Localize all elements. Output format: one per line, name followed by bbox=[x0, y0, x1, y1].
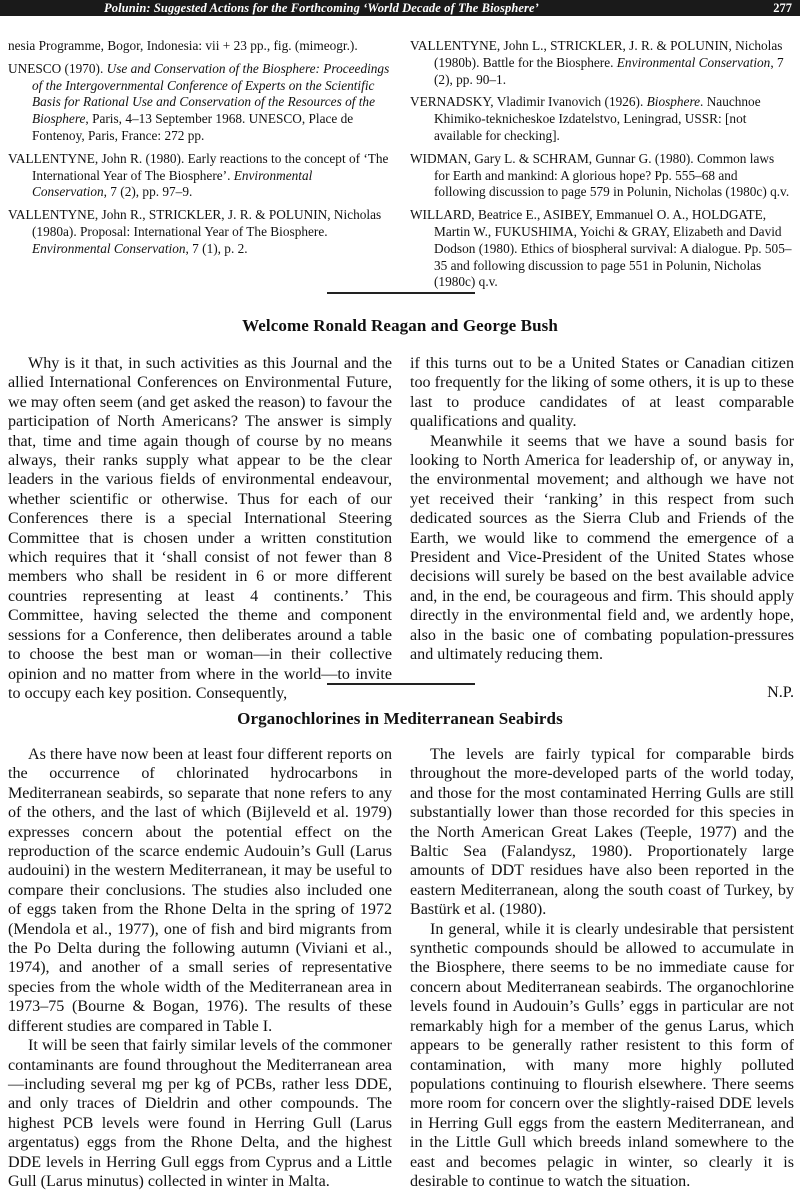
reference-item: VALLENTYNE, John R., STRICKLER, J. R. & POLUNIN, Nicholas (1980a). Proposal: International Year of The Biosphere. Environmental Conservation, 7 (1), p. 2. bbox=[8, 207, 382, 256]
section-divider bbox=[327, 292, 475, 294]
article-column-left bbox=[8, 745, 392, 1191]
reference-item: WIDMAN, Gary L. & SCHRAM, Gunnar G. (1980). Common laws for Earth and mankind: A glorious hope? Pp. 555–68 and following discussion to page 579 in Polunin, Nicholas (1980c) q.v. bbox=[410, 150, 790, 200]
paragraph: if this turns out to be a United States or Canadian citizen too frequently for the liking of some others, it is up to these last to produce candidates of at least comparable qualifications and quality. bbox=[410, 355, 794, 431]
reference-item: VALLENTYNE, John L., STRICKLER, J. R. & POLUNIN, Nicholas (1980b). Battle for the Biosphere. Environmental Conservation, 7 (2), pp. 90–1. bbox=[410, 38, 784, 87]
paragraph: Meanwhile it seems that we have a sound basis for looking to North America for leadership of, or anyway in, the environmental movement; and although we have not yet received their ‘ranking’ in this respect from such dedicated sources as the Sierra Club and Friends of the Earth, we would like to commend the emergence of a President and Vice-President of the United States whose decisions will surely be based on the best available advice and, in the end, be courageous and firm. This should apply directly in the environmental field and, we ardently hope, also in the basic one of combating population-pressures and ultimately reducing them. bbox=[410, 432, 794, 664]
paragraph: It will be seen that fairly similar levels of the commoner contaminants are found throughout the Mediterranean area—including several mg per kg of PCBs, rather less DDE, and only traces of Dieldrin and other compounds. The highest PCB levels were found in Herring Gull (Larus argentatus) eggs from the Rhone Delta, and the highest DDE levels in Herring Gull eggs from Cyprus and a Little Gull (Larus minutus) collected in winter in Malta. bbox=[8, 1037, 392, 1190]
article-title: Organochlorines in Mediterranean Seabirds bbox=[237, 709, 563, 728]
article-column-right bbox=[410, 745, 794, 1191]
paragraph: The levels are fairly typical for comparable birds throughout the more-developed parts of the world today, and those for the most contaminated Herring Gulls are still substantially lower than those recorded for this species in the North American Great Lakes (Teeple, 1977) and the Baltic Sea (Falandysz, 1980). Proportionately large amounts of DDT residues have also been reported in the eastern Mediterranean, along the south coast of Turkey, by Bastürk et al. (1980). bbox=[410, 746, 794, 919]
reference-item: VERNADSKY, Vladimir Ivanovich (1926). Biosphere. Nauchnoe Khimiko-teknicheskoe Izdatelstvo, Leningrad, USSR: [not available for checking]. bbox=[410, 94, 761, 143]
reference-item: WILLARD, Beatrice E., ASIBEY, Emmanuel O. A., HOLDGATE, Martin W., FUKUSHIMA, Yoichi & GRAY, Elizabeth and David Dodson (1980). Ethics of biospheral survival: A dialogue. Pp. 505–35 and following discussion to page 551 in Polunin, Nicholas (1980c) q.v. bbox=[410, 207, 792, 290]
reference-item: UNESCO (1970). Use and Conservation of the Biosphere: Proceedings of the Intergovernmental Conference of Experts on the Scientific Basis for Rational Use and Conservation of the Resources of the Biosphere, Paris, 4–13 September 1968. UNESCO, Place de Fontenoy, Paris, France: 272 pp. bbox=[8, 60, 390, 143]
reference-item: VALLENTYNE, John R. (1980). Early reactions to the concept of ‘The International Year of The Biosphere’. Environmental Conservation, 7 (2), pp. 97–9. bbox=[8, 150, 389, 200]
article-column-left bbox=[8, 354, 392, 703]
page-number: 277 bbox=[773, 1, 792, 15]
article-column-right bbox=[410, 354, 794, 702]
paragraph: As there have now been at least four different reports on the occurrence of chlorinated hydrocarbons in Mediterranean seabirds, so separate that none refers to any of the others, and the last of which (Bijleveld et al. 1979) expresses concern about the potential effect on the reproduction of the scarce endemic Audouin’s Gull (Larus audouini) in the western Mediterranean, it may be useful to compare their conclusions. The studies also included one of eggs taken from the Rhone Delta in the spring of 1972 (Mendola et al., 1977), one of fish and bird migrants from the Po Delta during the following autumn (Viviani et al., 1974), and another of a small series of representative species from the whole width of the Mediterranean area in 1973–75 (Bourne & Bogan, 1976). The results of these different studies are compared in Table I. bbox=[8, 746, 392, 1035]
running-title: Polunin: Suggested Actions for the Forthcoming ‘World Decade of The Biosphere’ bbox=[104, 1, 539, 15]
reference-list-left bbox=[8, 38, 390, 264]
author-initials: N.P. bbox=[767, 683, 794, 701]
reference-list-right bbox=[410, 38, 792, 297]
reference-item: nesia Programme, Bogor, Indonesia: vii + 23 pp., fig. (mimeogr.). bbox=[8, 38, 358, 53]
running-header bbox=[0, 0, 800, 16]
article-title: Welcome Ronald Reagan and George Bush bbox=[242, 316, 558, 335]
paragraph: Why is it that, in such activities as this Journal and the allied International Conferences on Environmental Future, we may often seem (and get asked the reason) to favour the participation of North Americans? The answer is simply that, time and time again though of course by no means always, their ranks supply what appear to be the clear leaders in the various fields of environmental endeavour, whether scientific or otherwise. Thus for each of our Conferences there is a special International Steering Committee that is chosen under a written constitution which requires that it ‘shall consist of not fewer than 8 members who shall be resident in 6 or more different countries representing at least 4 continents.’ This Committee, having selected the theme and component sessions for a Conference, then deliberates around a table to choose the best man or woman—in their collective opinion and no matter from where in the world—to invite to occupy each key position. Consequently, bbox=[8, 355, 392, 702]
section-divider bbox=[327, 683, 475, 685]
paragraph: In general, while it is clearly undesirable that persistent synthetic compounds should be allowed to accumulate in the Biosphere, there seems to be no immediate cause for concern about Mediterranean seabirds. The organochlorine levels found in Audouin’s Gulls’ eggs in particular are not remarkably high for a member of the genus Larus, which appears to be generally rather resistent to this form of contamination, with many more highly polluted populations continuing to flourish elsewhere. There seems more room for concern over the slightly-raised DDE levels in Herring Gull eggs from the eastern Mediterranean, and in the Little Gull which breeds inland somewhere to the east and becomes pelagic in winter, so clearly it is desirable to continue to watch the situation. bbox=[410, 920, 794, 1190]
